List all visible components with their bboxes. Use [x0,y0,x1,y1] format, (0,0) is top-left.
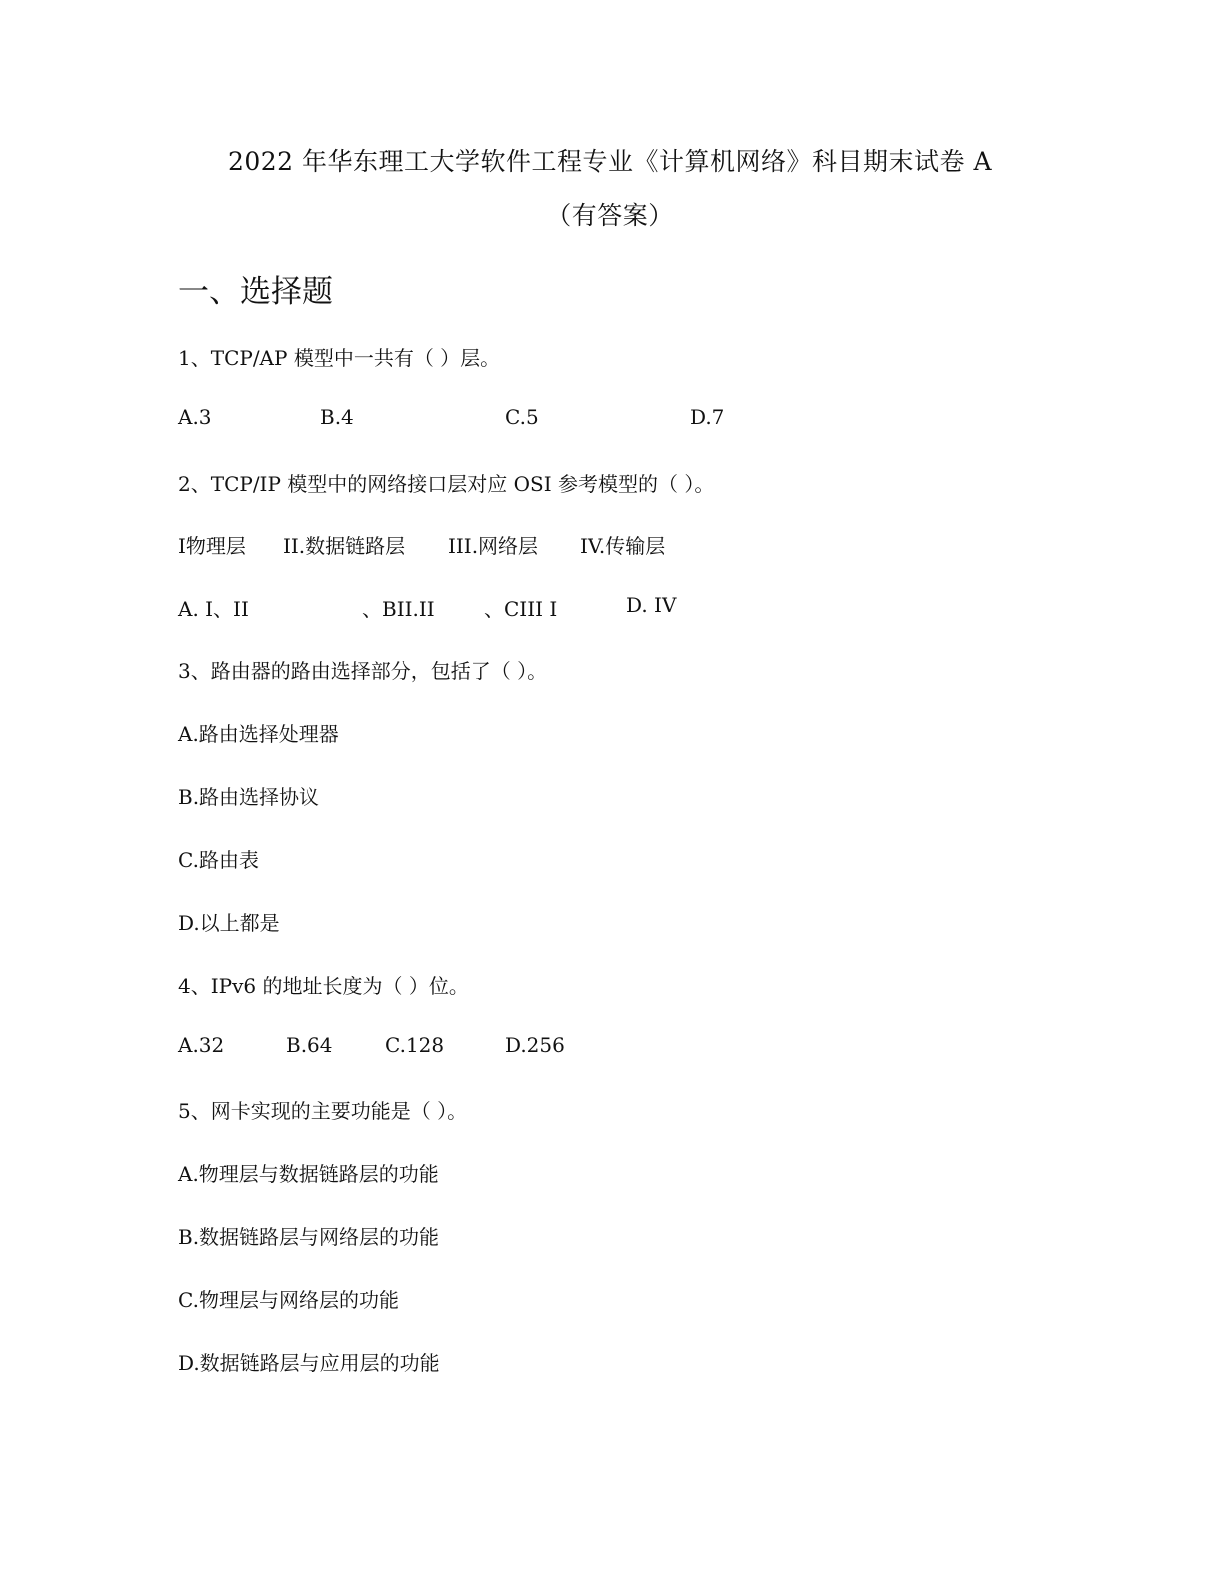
question-3-option-a: A.路由选择处理器 [178,722,339,746]
question-5-stem: 5、网卡实现的主要功能是（ ）。 [178,1099,468,1123]
question-1-option-c: C.5 [505,405,539,429]
question-4-option-b: B.64 [286,1033,333,1057]
question-3-option-b: B.路由选择协议 [178,785,320,809]
question-2-option-d: D. IV [626,593,677,617]
section-heading: 一、选择题 [178,274,333,310]
question-3-option-c: C.路由表 [178,848,259,872]
question-3-option-d: D.以上都是 [178,911,280,935]
document-title: 2022 年华东理工大学软件工程专业《计算机网络》科目期末试卷 A [227,147,993,176]
question-5-option-c: C.物理层与网络层的功能 [178,1288,399,1312]
question-2-option-b: 、BII.II [362,597,435,621]
question-2-item-1: I物理层 [178,534,246,558]
question-4-stem: 4、IPv6 的地址长度为（ ）位。 [178,974,469,998]
question-1-option-a: A.3 [178,405,212,429]
question-4-option-d: D.256 [505,1033,565,1057]
question-1-option-d: D.7 [690,405,725,429]
question-3-stem: 3、路由器的路由选择部分，包括了（ ）。 [178,659,548,683]
question-2-option-c: 、CIII I [484,597,558,621]
question-1-option-b: B.4 [320,405,354,429]
question-4-option-a: A.32 [178,1033,225,1057]
document-subtitle: （有答案） [546,201,674,230]
question-5-option-d: D.数据链路层与应用层的功能 [178,1351,440,1375]
question-5-option-b: B.数据链路层与网络层的功能 [178,1225,440,1249]
question-2-option-a: A. I、II [178,597,249,621]
question-4-option-c: C.128 [385,1033,445,1057]
question-2-item-3: III.网络层 [448,534,539,558]
question-1-stem: 1、TCP/AP 模型中一共有（ ）层。 [178,346,501,370]
question-2-item-2: II.数据链路层 [283,534,406,558]
question-2-stem: 2、TCP/IP 模型中的网络接口层对应 OSI 参考模型的（ ）。 [178,472,715,496]
question-5-option-a: A.物理层与数据链路层的功能 [178,1162,439,1186]
question-2-item-4: IV.传输层 [580,534,666,558]
